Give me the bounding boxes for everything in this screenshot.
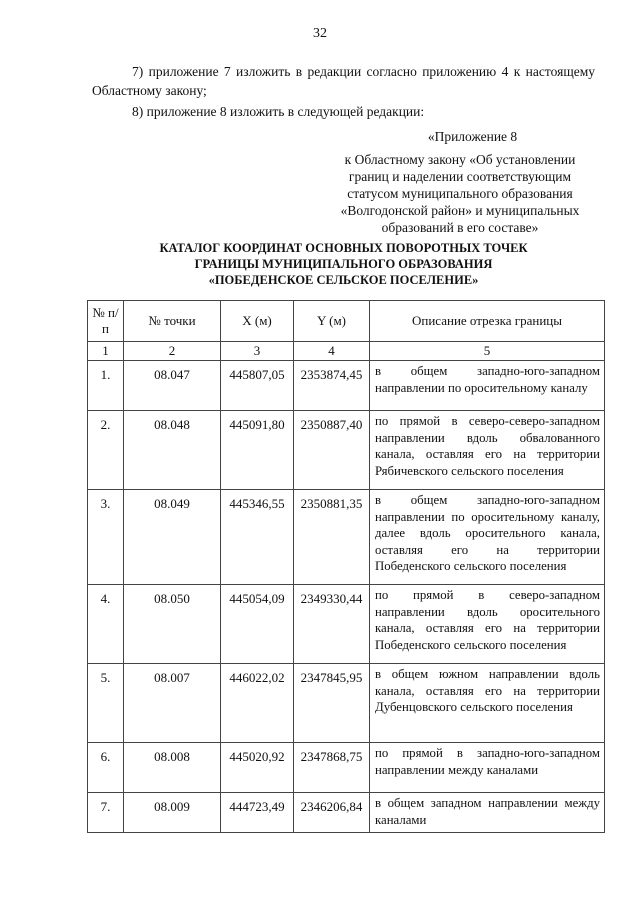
page-number: 32 (313, 26, 327, 41)
x-coordinate: 445346,55 (221, 490, 294, 585)
y-coordinate: 2347845,95 (294, 664, 370, 743)
x-coordinate: 445054,09 (221, 585, 294, 664)
header-index: № п/п (88, 301, 124, 342)
x-coordinate: 446022,02 (221, 664, 294, 743)
segment-description: по прямой в западно-юго-западном направлении между каналами (370, 743, 605, 793)
column-number: 1 (88, 342, 124, 361)
point-number: 08.050 (124, 585, 221, 664)
y-coordinate: 2349330,44 (294, 585, 370, 664)
x-coordinate: 444723,49 (221, 793, 294, 833)
segment-description: в общем западно-юго-западном направлении по оросительному каналу, далее вдоль оросительного канала, оставляя его на территории Победенского сельского поселения (370, 490, 605, 585)
column-number: 4 (294, 342, 370, 361)
catalog-title (92, 240, 595, 288)
paragraph-8: 8) приложение 8 изложить в следующей редакции: (132, 104, 425, 119)
table-header-row (88, 301, 605, 342)
row-index: 1. (88, 361, 124, 411)
segment-description: в общем западно-юго-западном направлении по оросительному каналу (370, 361, 605, 411)
point-number: 08.008 (124, 743, 221, 793)
row-index: 6. (88, 743, 124, 793)
y-coordinate: 2353874,45 (294, 361, 370, 411)
column-numbers-row (88, 342, 605, 361)
catalog-title-line: ГРАНИЦЫ МУНИЦИПАЛЬНОГО ОБРАЗОВАНИЯ (194, 257, 493, 271)
table-row (88, 743, 605, 793)
table-body (88, 342, 605, 833)
segment-description: по прямой в северо-северо-западном направлении вдоль обвалованного канала, оставляя его на территории Рябичевского сельского поселения (370, 411, 605, 490)
x-coordinate: 445091,80 (221, 411, 294, 490)
segment-description: в общем южном направлении вдоль канала, оставляя его на территории Дубенцовского сельского поселения (370, 664, 605, 743)
y-coordinate: 2346206,84 (294, 793, 370, 833)
row-index: 7. (88, 793, 124, 833)
table-row (88, 664, 605, 743)
y-coordinate: 2347868,75 (294, 743, 370, 793)
appendix-title: «Приложение 8 (427, 129, 518, 144)
row-index: 5. (88, 664, 124, 743)
table-row (88, 490, 605, 585)
row-index: 2. (88, 411, 124, 490)
y-coordinate: 2350881,35 (294, 490, 370, 585)
table-row (88, 585, 605, 664)
table-row (88, 793, 605, 833)
column-number: 3 (221, 342, 294, 361)
segment-description: в общем западном направлении между каналами (370, 793, 605, 833)
column-number: 5 (370, 342, 605, 361)
point-number: 08.007 (124, 664, 221, 743)
row-index: 4. (88, 585, 124, 664)
table-row (88, 411, 605, 490)
appendix-header (330, 128, 590, 236)
x-coordinate: 445807,05 (221, 361, 294, 411)
paragraph-7: 7) приложение 7 изложить в редакции согласно приложению 4 к настоящему Областному закону; (92, 64, 595, 98)
header-description: Описание отрезка границы (370, 301, 605, 342)
point-number: 08.047 (124, 361, 221, 411)
header-point: № точки (124, 301, 221, 342)
y-coordinate: 2350887,40 (294, 411, 370, 490)
point-number: 08.048 (124, 411, 221, 490)
appendix-caption: к Областному закону «Об установлении границ и наделении соответствующим статусом муниципального образования «Волгодонской район» и муниципальных образований в его составе» (340, 152, 580, 235)
coordinates-table (87, 300, 605, 833)
header-y: Y (м) (294, 301, 370, 342)
row-index: 3. (88, 490, 124, 585)
catalog-title-line: КАТАЛОГ КООРДИНАТ ОСНОВНЫХ ПОВОРОТНЫХ ТОЧЕК (159, 241, 528, 255)
catalog-title-line: «ПОБЕДЕНСКОЕ СЕЛЬСКОЕ ПОСЕЛЕНИЕ» (208, 273, 479, 287)
header-x: X (м) (221, 301, 294, 342)
table-row (88, 361, 605, 411)
point-number: 08.009 (124, 793, 221, 833)
column-number: 2 (124, 342, 221, 361)
segment-description: по прямой в северо-западном направлении вдоль оросительного канала, оставляя его на территории Победенского сельского поселения (370, 585, 605, 664)
x-coordinate: 445020,92 (221, 743, 294, 793)
point-number: 08.049 (124, 490, 221, 585)
